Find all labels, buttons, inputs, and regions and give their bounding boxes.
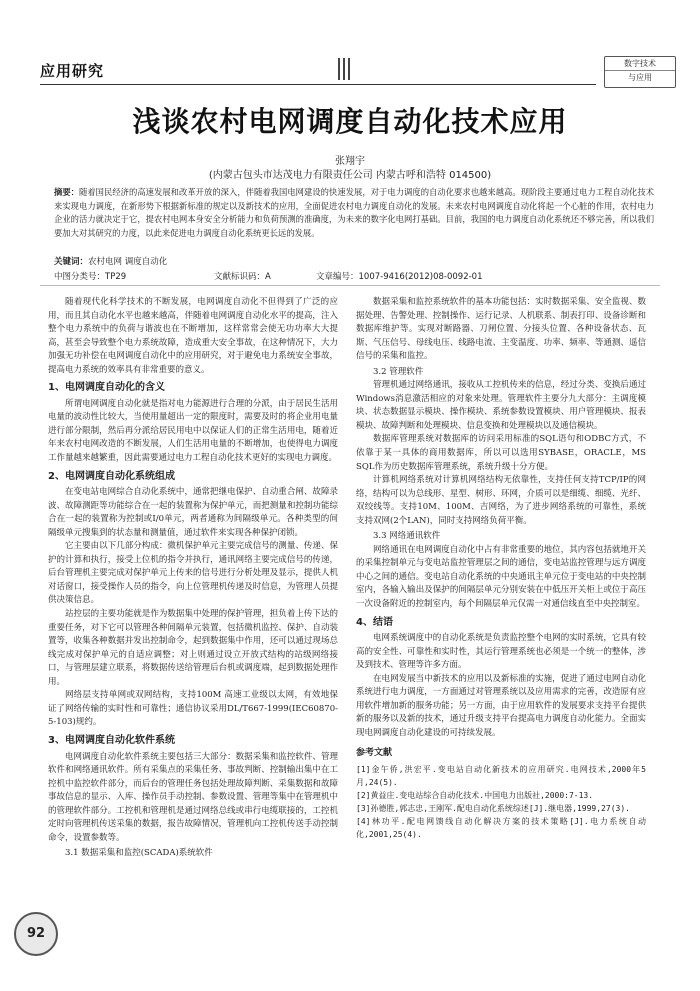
reference-item: [1]金午侨,洪宏平.变电站自动化新技术的应用研究.电网技术,2000年5月,24(5).: [356, 765, 646, 788]
section-3-paragraph: 电网调度自动化软件系统主要包括三大部分：数据采集和监控软件、管理软件和网络通讯软件。所有采集点的采集任务、事故判断、控制输出集中在工控机中监控软件部分，而后台的管理任务包括处理故障判断、采集数据和故障事故信息的显示、入库、操作员手动控制、参数设置、管理等集中在管理机中的管理软件部分。工控机和管理机是通过网络总线或串行电缆联接的，工控机定时向管理机传送采集的数据，报告故障情况，管理机向工控机传送手动控制命令，设置参数等。: [48, 751, 338, 843]
section-3-heading: 3、电网调度自动化软件系统: [48, 734, 175, 746]
section-3-2-paragraph: 管理机通过网络通讯，接收从工控机传来的信息，经过分类、变换后通过Windows消息激活相应的对象来处理。管理软件主要分九大部分：主调度模块、状态数据显示模块、操作模块、系统参数设置模块、用户管理模块、报表模块、故障判断和处理模块、信息变换和处理模块以及通信模块。: [356, 380, 646, 431]
section-3-3-paragraph: 网络通讯在电网调度自动化中占有非常重要的地位，其内容包括就地开关的采集控制单元与变电站监控管理层之间的通信，变电站监控管理与远方调度中心之间的通信。变电站自动化系统的中央通讯主单元位于变电站的中央控制室内，各输入输出及保护的间隔层单元分别安装在中低压开关柜上或位于高压一次设备附近的控制室内，每个间隔层单元仅需一对通信线直至中央控制室。: [356, 544, 646, 610]
page-number: 92: [26, 926, 46, 941]
class-number: 中图分类号：TP29: [54, 272, 127, 282]
logo-top-text: 数字技术: [605, 57, 675, 71]
right-column: [356, 296, 646, 841]
page-header: [0, 0, 700, 90]
abstract-text: 随着国民经济的高速发展和改革开放的深入，伴随着我国电网建设的快速发展，对于电力调度的自动化要求也越来越高。现阶段主要通过电力工程自动化技术来实现电力调度，在新形势下根据新标准的规定以及新技术的应用，全面促进农村电力调度自动化的发展。未来农村电网调度自动化将起一个心脏的作用，农村电力企业的活力就决定于它，提农村电网本身安全分析能力和负荷预测的准确度，为未来的数字化电网打基础。目前，我国的电力调度自动化系统还不够完善，所以我们要加大对其研究的力度，以此来促进电力调度自动化系统更长远的发展。: [54, 187, 654, 238]
logo-bottom-text: 与应用: [628, 73, 652, 82]
meta-divider: [40, 285, 660, 286]
affiliation: (内蒙古包头市达茂电力有限责任公司 内蒙古呼和浩特 014500): [208, 170, 492, 181]
section-3-2-paragraph: 计算机网络系统对计算机网络结构无依靠性，支持任何支持TCP/IP的网络，结构可以为总线形、星型、树形、环网，介质可以是细缆、细缆、光纤、双绞线等。支持10M、100M、吉网络，为了进步网络系统的可靠性，系统支持双网(2个LAN)，同时支持网络负荷平衡。: [356, 475, 646, 526]
section-3-1-heading: 3.1 数据采集和监控(SCADA)系统软件: [65, 848, 213, 859]
keywords-label: 关键词：: [54, 257, 89, 267]
journal-logo: [604, 56, 676, 88]
article-title: 浅谈农村电网调度自动化技术应用: [132, 105, 568, 138]
reference-item: [2]黄益庄.变电站综合自动化技术.中国电力出版社,2000:7-13.: [356, 791, 594, 801]
abstract-label: 摘要：: [54, 187, 80, 197]
section-3-2-heading: 3.2 管理软件: [373, 366, 424, 377]
author: 张翔宇: [335, 156, 365, 167]
section-1-heading: 1、电网调度自动化的含义: [48, 382, 165, 394]
left-column: [48, 296, 338, 861]
header-divider: [40, 84, 596, 85]
reference-item: [4]林功平.配电网馈线自动化解决方案的技术策略[J].电力系统自动化,2001,25(4).: [356, 817, 646, 840]
section-3-3-heading: 3.3 网络通讯软件: [373, 531, 441, 542]
keywords-text: 农村电网 调度自动化: [88, 257, 168, 267]
intro-paragraph: 随着现代化科学技术的不断发展，电网调度自动化不但得到了广泛的应用，而且其自动化水平也越来越高，伴随着电网调度自动化水平的提高，注入整个电力系统中的负荷与谐波也在不断增加，这样常常会使无功功率大大提高，甚至会导致整个电力系统故障，造成重大安全事故，在这种情况下，大力加强无功补偿在电网调度自动化中的应用研究，对于避免电力系统安全事故，提高电力系统的效率具有非常重要的意义。: [48, 297, 338, 375]
document-code: 文献标识码：A: [214, 272, 271, 282]
references-heading: 参考文献: [356, 747, 393, 758]
reference-item: [3]孙德胜,郭志忠,王刚军.配电自动化系统综述[J].继电器,1999,27(3).: [356, 804, 630, 814]
section-2-paragraph: 它主要由以下几部分构成：微机保护单元主要完成信号的测量、传递、保护的计算和执行，接受上位机的指令并执行，通讯网络主要完成信号的传递，后台管理机主要完成对保护单元上传来的信号进行分析处理及显示，提供人机对话窗口，接受操作人员的指令，向上位管理机传递及时信息，为管理人员提供决策信息。: [48, 541, 338, 606]
section-4-heading: 4、结语: [356, 616, 393, 628]
section-3-1-paragraph: 数据采集和监控系统软件的基本功能包括：实时数据采集、安全监视、数据处理、告警处理、控制操作、运行记录、人机联系、制表打印、设备诊断和数据库维护等。实现对断路器、刀闸位置、分接头位置、各种设备状态、瓦斯、气压信号、母线电压、线路电流、主变温度、功率、频率、等通测、遥信信号的采集和监控。: [356, 297, 646, 362]
conclusion-paragraph: 在电网发展当中新技术的应用以及新标准的实施，促进了通过电网自动化系统进行电力调度，一方面通过对管理系统以及应用需求的完善，改造原有应用软件增加新的服务功能；另一方面，由于应用软件的发展要求支持平台提供新的服务以及新的技术，通过升级支持平台提高电力调度自动化能力。全面实现电网调度自动化建设的可持续发展。: [356, 673, 646, 738]
section-2-paragraph: 网络层支持单网或双网结构，支持100M 高速工业级以太网，有效地保证了网络传输的实时性和可靠性；通信协议采用DL/T667-1999(IEC60870-5-103)规约。: [48, 690, 338, 728]
section-label: 应用研究: [40, 62, 105, 80]
header-bars-decoration: [338, 58, 353, 84]
abstract: [54, 186, 654, 240]
article-number: 文章编号：1007-9416(2012)08-0092-01: [316, 272, 483, 282]
section-2-paragraph: 站控层的主要功能就是作为数据集中处理的保护管理，担负着上传下达的重要任务，对下它可以管理各种间隔单元装置，包括微机监控、保护、自动装置等，收集各种数据并发出控制命令，起到数据集中作用，还可以通过现场总线完成对保护单元的自适应调整；对上则通过设立开放式结构的站级网络接口，与管理层建立联系，将数据传送给管理后台机或调度端，起到数据处理作用。: [48, 609, 338, 687]
conclusion-paragraph: 电网系统调度中的自动化系统是负责监控整个电网的实时系统，它具有较高的安全性、可靠性和实时性，其运行管理系统也必须是一个统一的整体，涉及到技术、管理等许多方面。: [356, 633, 646, 671]
section-2-heading: 2、电网调度自动化系统组成: [48, 470, 175, 482]
section-1-paragraph: 所谓电网调度自动化就是指对电力能源进行合理的分派，由于居民生活用电量的波动性比较大，当使用量超出一定的限度时，需要及时的将企业用电量进行部分限制，然后再分派给居民用电中以保证人们的正常生活用电，随着近年来农村电网改造的不断发展，人们生活用电量的不断增加，也使得电力调度工作量越来越繁重，因此需要通过电力工程自动化技术更好的实现电力调度。: [48, 398, 338, 464]
section-2-paragraph: 在变电站电网综合自动化系统中，通常把继电保护、自动重合闸、故障录波、故障测距等功能综合在一起的装置称为保护单元，而把测量和控制功能综合在一起的装置称为控制或I/0单元，两者通称为间隔级单元。各种类型的间隔级单元搜集到的状态量和测量值，通过软件来实现各种保护闭锁。: [48, 487, 338, 538]
page-number-badge: [14, 912, 58, 956]
section-3-2-paragraph: 数据库管理系统对数据库的访问采用标准的SQL语句和ODBC方式，不依靠于某一具体的商用数据库，所以可以选用SYBASE，ORACLE，MS SQL作为历史数据库管理系统，系统升级十分方便。: [356, 434, 646, 472]
keywords: [54, 255, 167, 267]
